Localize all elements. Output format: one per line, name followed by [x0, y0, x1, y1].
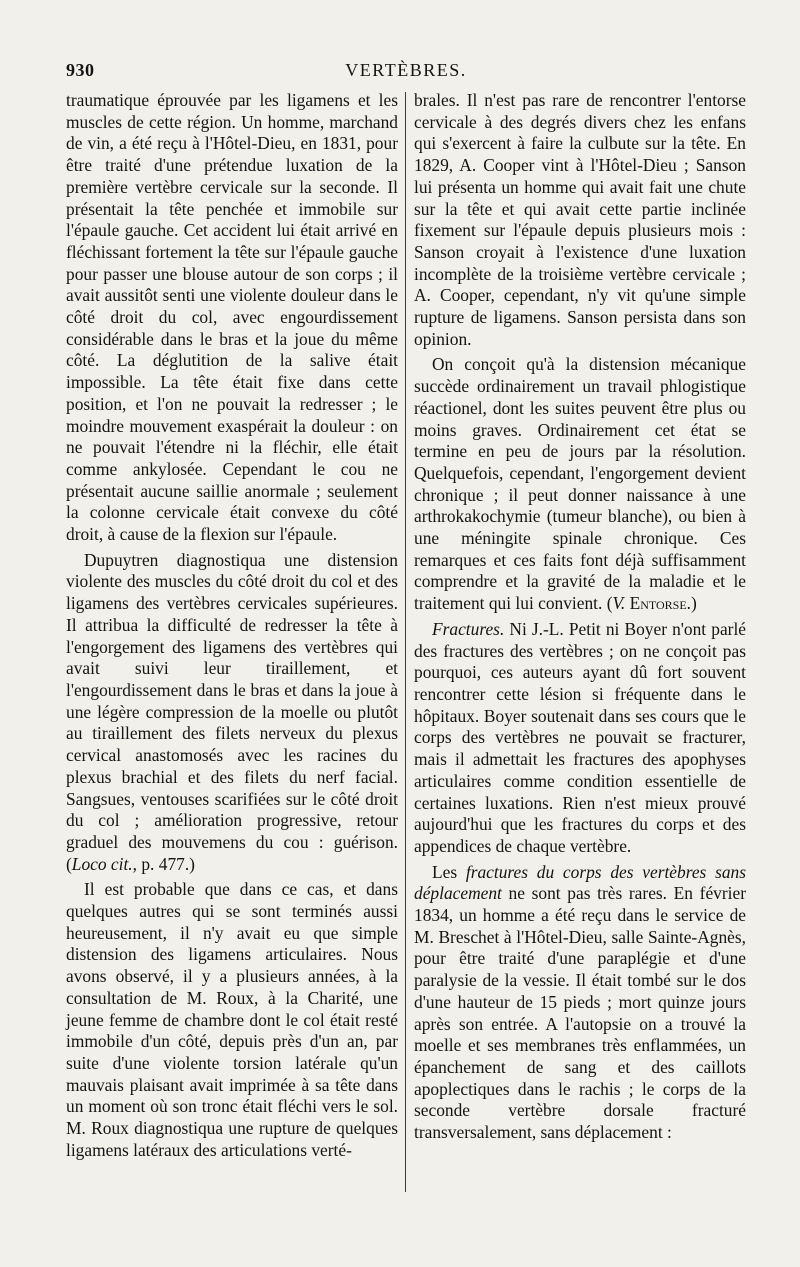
left-column	[66, 90, 398, 1161]
paragraph-text: Il est probable que dans ce cas, et dans quelques autres qui se sont terminés aussi heureusement, il n'y avait eu que simple distension des ligamens articulaires. Nous avons observé, il y a plusieurs années, à la consultation de M. Roux, à la Charité, une jeune femme de chambre dont le col était resté immobile d'un côté, depuis près d'un an, par suite d'une violente torsion latérale qu'un mauvais plaisant avait imprimée à sa tête dans un moment où son tronc était fléchi vers le sol. M. Roux diagnostiqua une rupture de quelques ligamens latéraux des articulations verté-	[66, 879, 398, 1160]
paragraph-text: On conçoit qu'à la distension mécanique succède ordinairement un travail phlogistique réactionel, dont les suites peuvent être plus ou moins graves. Ordinairement cet état se termine en peu de jours par la résolution. Quelquefois, cependant, l'engorgement devient chronique ; il peut donner naissance à une arthrokakochymie (tumeur blanche), ou bien à une méningite spinale chronique. Ces remarques et ces faits font déjà suffisamment comprendre et la gravité de la maladie et le traitement qui lui convient.	[414, 354, 746, 614]
section-heading-italic: Fractures.	[432, 618, 505, 639]
running-title: VERTÈBRES.	[345, 60, 467, 80]
cross-reference-target: Entorse.	[629, 593, 692, 614]
cross-reference-close: )	[691, 593, 697, 614]
paragraph-text: ne sont pas très rares. En février 1834, un homme a été reçu dans le service de M. Breschet à l'Hôtel-Dieu, salle Sainte-Agnès, pour être traité d'une paraplégie et d'une paralysie de la vessie. Il était tombé sur le dos d'une hauteur de 15 pieds ; mort quinze jours après son entrée. A l'autopsie on a trouvé la moelle et ses membranes très enflammées, un épanchement de sang et des caillots apoplectiques dans le rachis ; le corps de la seconde vertèbre dorsale fracturé transversalement, sans déplacement :	[414, 883, 746, 1143]
paragraph-text: Ni J.-L. Petit ni Boyer n'ont parlé des fractures des vertèbres ; on ne conçoit pas pourquoi, ces auteurs ayant dû fort souvent rencontrer cette lésion si fréquente dans le hôpitaux. Boyer soutenait dans ses cours que le corps des vertèbres ne pouvait se fracturer, mais il admettait les fractures des apophyses articulaires comme condition essentielle de certaines luxations. Rien n'est mieux prouvé aujourd'hui que les fractures du corps et des appendices de chaque vertèbre.	[414, 618, 746, 856]
emphasis-italic: fractures du corps des vertèbres sans déplacement	[414, 861, 746, 904]
paragraph-text: brales. Il n'est pas rare de rencontrer l'entorse cervicale à des degrés divers chez les enfans qui s'exercent à faire la culbute sur la tête. En 1829, A. Cooper vint à l'Hôtel-Dieu ; Sanson lui présenta un homme qui avait fait une chute sur la tête et qui avait cette partie inclinée fixement sur l'épaule depuis plusieurs mois : Sanson croyait à l'existence d'une luxation incomplète de la troisième vertèbre cervicale ; A. Cooper, cependant, n'y vit qu'une simple rupture de ligamens. Sanson persista dans son opinion.	[414, 90, 746, 349]
paragraph	[66, 90, 398, 546]
paragraph	[414, 90, 746, 350]
paragraph-text: traumatique éprouvée par les ligamens et les muscles de cette région. Un homme, marchand de vin, a été reçu à l'Hôtel-Dieu, en 1831, pour être traité d'une prétendue luxation de la première vertèbre cervicale sur la seconde. Il présentait la tête penchée et immobile sur l'épaule gauche. Cet accident lui était arrivé en fléchissant fortement la tête sur l'épaule gauche pour passer une blouse autour de son corps ; il avait aussitôt senti une violente douleur dans le côté droit du col, avec engourdissement considérable dans le bras et la joue du même côté. La déglutition de la salive était impossible. La tête était fixe dans cette position, et l'on ne pouvait la redresser ; le moindre mouvement exaspérait la douleur : on ne pouvait l'étendre ni la fléchir, elle était comme ankylosée. Cependant le cou ne présentait aucune saillie anormale ; seulement la colonne cervicale était convexe du côté droit, à cause de la flexion sur l'épaule.	[66, 90, 398, 545]
paragraph-text: Dupuytren diagnostiqua une distension violente des muscles du côté droit du col et des ligamens des vertèbres cervicales supérieures. Il attribua la difficulté de redresser la tête à l'engorgement des ligamens des vertèbres qui avait suivi leur tiraillement, et l'engourdissement dans le bras et dans la joue à une légère compression de la moelle ou plutôt au tiraillement des filets nerveux du plexus cervical anastomosés avec les racines du plexus brachial et des filets du nerf facial. Sangsues, ventouses scarifiées sur le côté droit du col ; amélioration progressive, retour graduel des mouvemens du cou : guérison.	[66, 549, 398, 852]
citation-open: (	[66, 853, 72, 874]
cross-reference-italic: V.	[612, 593, 626, 614]
page-number: 930	[66, 60, 95, 80]
paragraph	[66, 550, 398, 876]
column-divider	[405, 92, 406, 1192]
paragraph-lead: Les	[432, 861, 466, 882]
paragraph	[66, 879, 398, 1161]
cross-reference-open: (	[606, 593, 613, 614]
citation-close: , p. 477.)	[132, 853, 195, 874]
paragraph	[414, 354, 746, 614]
paragraph	[414, 862, 746, 1144]
citation-italic: Loco cit.	[71, 853, 133, 874]
paragraph	[414, 619, 746, 858]
page-header	[66, 60, 746, 86]
right-column	[414, 90, 746, 1144]
